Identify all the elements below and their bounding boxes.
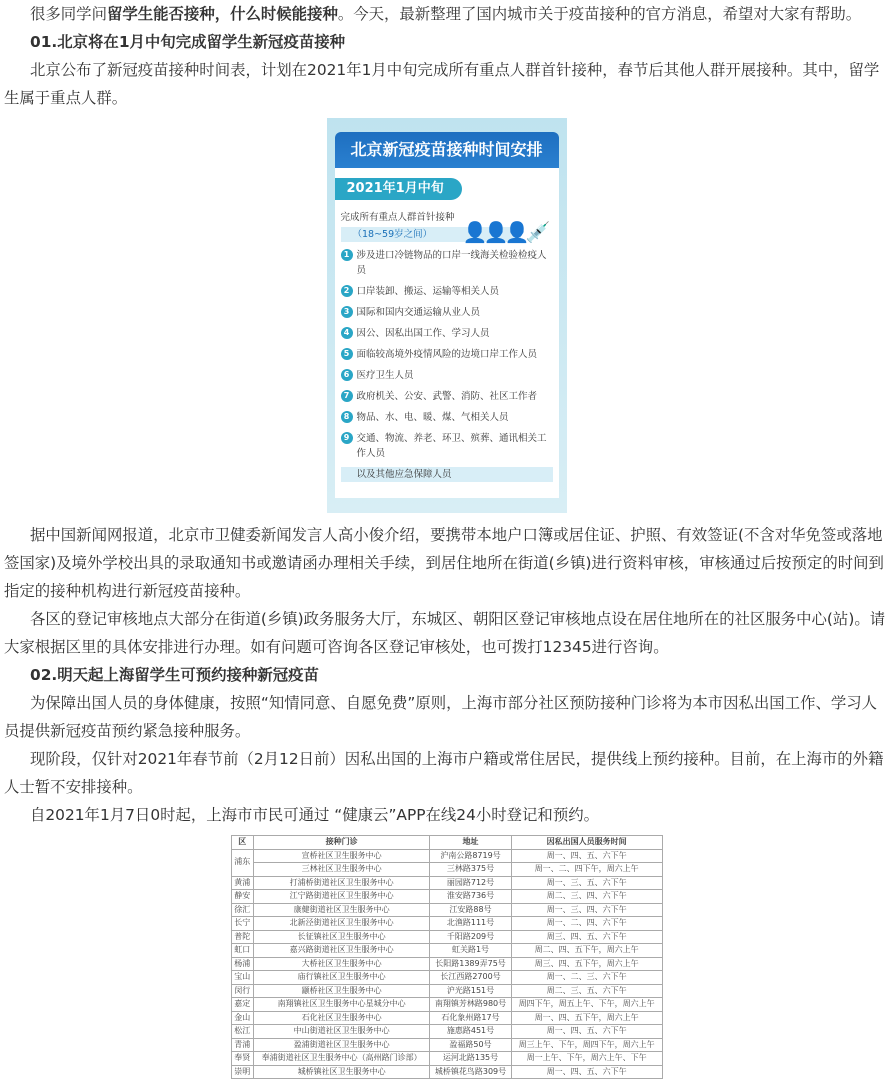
item-text: 政府机关、公安、武警、消防、社区工作者	[356, 391, 538, 402]
table-cell: 奉贤	[231, 1052, 253, 1066]
number-badge: 3	[341, 306, 353, 318]
paragraph: 据中国新闻网报道，北京市卫健委新闻发言人高小俊介绍，要携带本地户口簿或居住证、护照、有效签证(不含对华免签或落地签国家)及境外学校出具的录取通知书或邀请函办理相关手续，到居住地所在街道(乡镇)进行资料审核，审核通过后按预定的时间到指定的接种机构进行新冠疫苗接种。	[4, 526, 884, 600]
table-row	[231, 1065, 662, 1079]
table-cell: 周一、四、五、六下午	[511, 1065, 662, 1079]
table-cell: 周一、二、四下午，周六上午	[511, 863, 662, 877]
intro-paragraph	[4, 0, 889, 28]
infographic-other: 以及其他应急保障人员	[341, 467, 553, 482]
table-cell: 周二、三、五、六下午	[511, 984, 662, 998]
table-cell: 周一上午、下午，周六上午、下午	[511, 1052, 662, 1066]
table-cell: 普陀	[231, 930, 253, 944]
infographic-item	[341, 305, 553, 320]
paragraph: 自2021年1月7日0时起，上海市市民可通过 “健康云”APP在线24小时登记和预约。	[30, 806, 599, 824]
table-row	[231, 957, 662, 971]
infographic-item	[341, 248, 553, 278]
infographic-title: 北京新冠疫苗接种时间安排	[335, 132, 559, 168]
table-cell: 周一、四、五下午，周六上午	[511, 1011, 662, 1025]
table-cell: 周三、四、五、六下午	[511, 930, 662, 944]
table-cell: 千阳路209号	[430, 930, 512, 944]
table-row	[231, 998, 662, 1012]
section-heading-shanghai: 02.明天起上海留学生可预约接种新冠疫苗	[30, 666, 319, 684]
table-cell: 周三上午、下午，周四下午，周六上午	[511, 1038, 662, 1052]
table-cell: 周一、二、三、六下午	[511, 971, 662, 985]
table-cell: 长宁	[231, 917, 253, 931]
table-cell: 奉浦街道社区卫生服务中心（高州路门诊部）	[253, 1052, 429, 1066]
infographic-date: 2021年1月中旬	[335, 178, 462, 200]
table-row	[231, 930, 662, 944]
table-cell: 长江西路2700号	[430, 971, 512, 985]
item-text: 口岸装卸、搬运、运输等相关人员	[356, 286, 500, 297]
table-row	[231, 984, 662, 998]
item-text: 物品、水、电、暖、煤、气相关人员	[356, 412, 509, 423]
table-cell: 崇明	[231, 1065, 253, 1079]
item-text: 因公、因私出国工作、学习人员	[356, 328, 490, 339]
paragraph: 北京公布了新冠疫苗接种时间表，计划在2021年1月中旬完成所有重点人群首针接种，春节后其他人群开展接种。其中，留学生属于重点人群。	[4, 61, 880, 107]
column-header: 区	[231, 836, 253, 850]
table-cell: 沪南公路8719号	[430, 849, 512, 863]
table-cell: 静安	[231, 890, 253, 904]
number-badge: 8	[341, 411, 353, 423]
table-row	[231, 849, 662, 863]
table-cell: 周四下午，周五上午、下午，周六上午	[511, 998, 662, 1012]
infographic-item	[341, 389, 553, 404]
table-cell: 周一、三、四、六下午	[511, 903, 662, 917]
table-cell: 闵行	[231, 984, 253, 998]
table-cell: 江宁路街道社区卫生服务中心	[253, 890, 429, 904]
table-cell: 江安路88号	[430, 903, 512, 917]
table-cell: 长征镇社区卫生服务中心	[253, 930, 429, 944]
beijing-vaccine-infographic	[327, 118, 567, 513]
table-cell: 周一、四、五、六下午	[511, 1025, 662, 1039]
table-cell: 南翔镇社区卫生服务中心星城分中心	[253, 998, 429, 1012]
item-text: 医疗卫生人员	[356, 370, 414, 381]
table-cell: 淮安路736号	[430, 890, 512, 904]
table-cell: 周二、四、五下午，周六上午	[511, 944, 662, 958]
table-cell: 盈福路50号	[430, 1038, 512, 1052]
table-cell: 石化象州路17号	[430, 1011, 512, 1025]
infographic-item	[341, 431, 553, 461]
table-cell: 徐汇	[231, 903, 253, 917]
table-row	[231, 876, 662, 890]
infographic-item	[341, 410, 553, 425]
table-cell: 运河北路135号	[430, 1052, 512, 1066]
table-row	[231, 944, 662, 958]
table-cell: 城桥镇花鸟路309号	[430, 1065, 512, 1079]
number-badge: 2	[341, 285, 353, 297]
paragraph: 现阶段，仅针对2021年春节前（2月12日前）因私出国的上海市户籍或常住居民，提供线上预约接种。目前，在上海市的外籍人士暂不安排接种。	[4, 750, 884, 796]
shanghai-clinic-table	[231, 835, 663, 1079]
table-cell: 中山街道社区卫生服务中心	[253, 1025, 429, 1039]
item-text: 涉及进口冷链物品的口岸一线海关检验检疫人员	[356, 250, 547, 276]
table-cell: 周一、四、五、六下午	[511, 849, 662, 863]
table-cell: 黄浦	[231, 876, 253, 890]
table-cell: 打浦桥街道社区卫生服务中心	[253, 876, 429, 890]
people-syringe-icon: 👤👤👤💉	[462, 220, 547, 244]
table-cell: 虹关路1号	[430, 944, 512, 958]
table-cell: 南翔镇芳林路980号	[430, 998, 512, 1012]
table-row	[231, 863, 662, 877]
number-badge: 7	[341, 390, 353, 402]
table-cell: 周一、三、五、六下午	[511, 876, 662, 890]
section-heading-beijing: 01.北京将在1月中旬完成留学生新冠疫苗接种	[30, 33, 346, 51]
table-cell: 大桥社区卫生服务中心	[253, 957, 429, 971]
paragraph: 为保障出国人员的身体健康，按照“知情同意、自愿免费”原则，上海市部分社区预防接种门诊将为本市因私出国工作、学习人员提供新冠疫苗预约紧急接种服务。	[4, 694, 878, 740]
intro-text: 很多同学问	[30, 5, 107, 23]
infographic-item	[341, 326, 553, 341]
item-text: 国际和国内交通运输从业人员	[356, 307, 481, 318]
table-cell: 石化社区卫生服务中心	[253, 1011, 429, 1025]
table-cell: 杨浦	[231, 957, 253, 971]
table-cell: 宝山	[231, 971, 253, 985]
table-cell: 城桥镇社区卫生服务中心	[253, 1065, 429, 1079]
table-cell: 三林路375号	[430, 863, 512, 877]
table-cell: 庙行镇社区卫生服务中心	[253, 971, 429, 985]
number-badge: 1	[341, 249, 353, 261]
table-row	[231, 890, 662, 904]
infographic-item	[341, 368, 553, 383]
table-cell: 三林社区卫生服务中心	[253, 863, 429, 877]
table-row	[231, 971, 662, 985]
number-badge: 6	[341, 369, 353, 381]
item-text: 交通、物流、养老、环卫、殡葬、通讯相关工作人员	[356, 433, 547, 459]
table-cell: 虹口	[231, 944, 253, 958]
table-cell: 沪光路151号	[430, 984, 512, 998]
table-cell: 金山	[231, 1011, 253, 1025]
infographic-item	[341, 284, 553, 299]
table-row	[231, 903, 662, 917]
table-cell: 周一、二、四、六下午	[511, 917, 662, 931]
table-cell: 北渔路111号	[430, 917, 512, 931]
paragraph: 各区的登记审核地点大部分在街道(乡镇)政务服务大厅，东城区、朝阳区登记审核地点设在居住地所在的社区服务中心(站)。请大家根据区里的具体安排进行办理。如有问题可咨询各区登记审核处，也可拨打12345进行咨询。	[4, 610, 886, 656]
intro-bold: 留学生能否接种，什么时候能接种	[106, 5, 338, 23]
table-cell: 嘉兴路街道社区卫生服务中心	[253, 944, 429, 958]
item-text: 面临较高境外疫情风险的边境口岸工作人员	[356, 349, 538, 360]
table-cell: 周二、三、四、六下午	[511, 890, 662, 904]
intro-text-end: 。今天，最新整理了国内城市关于疫苗接种的官方消息，希望对大家有帮助。	[337, 5, 862, 23]
table-row	[231, 1038, 662, 1052]
number-badge: 5	[341, 348, 353, 360]
table-row	[231, 1025, 662, 1039]
infographic-item	[341, 347, 553, 362]
table-cell: 盈浦街道社区卫生服务中心	[253, 1038, 429, 1052]
table-row	[231, 917, 662, 931]
infographic-subtitle: 完成所有重点人群首针接种	[340, 212, 455, 223]
column-header: 地址	[430, 836, 512, 850]
table-cell: 浦东	[231, 849, 253, 876]
table-row	[231, 1011, 662, 1025]
table-cell: 颛桥社区卫生服务中心	[253, 984, 429, 998]
table-cell: 康健街道社区卫生服务中心	[253, 903, 429, 917]
table-cell: 北新泾街道社区卫生服务中心	[253, 917, 429, 931]
table-row	[231, 1052, 662, 1066]
table-cell: 嘉定	[231, 998, 253, 1012]
table-cell: 松江	[231, 1025, 253, 1039]
infographic-age: （18~59岁之间）	[341, 227, 521, 242]
table-cell: 长阳路1389弄75号	[430, 957, 512, 971]
number-badge: 4	[341, 327, 353, 339]
table-cell: 丽园路712号	[430, 876, 512, 890]
column-header: 因私出国人员服务时间	[511, 836, 662, 850]
number-badge: 9	[341, 432, 353, 444]
table-cell: 宣桥社区卫生服务中心	[253, 849, 429, 863]
table-cell: 施惠路451号	[430, 1025, 512, 1039]
column-header: 接种门诊	[253, 836, 429, 850]
table-cell: 青浦	[231, 1038, 253, 1052]
table-cell: 周三、四、五下午，周六上午	[511, 957, 662, 971]
